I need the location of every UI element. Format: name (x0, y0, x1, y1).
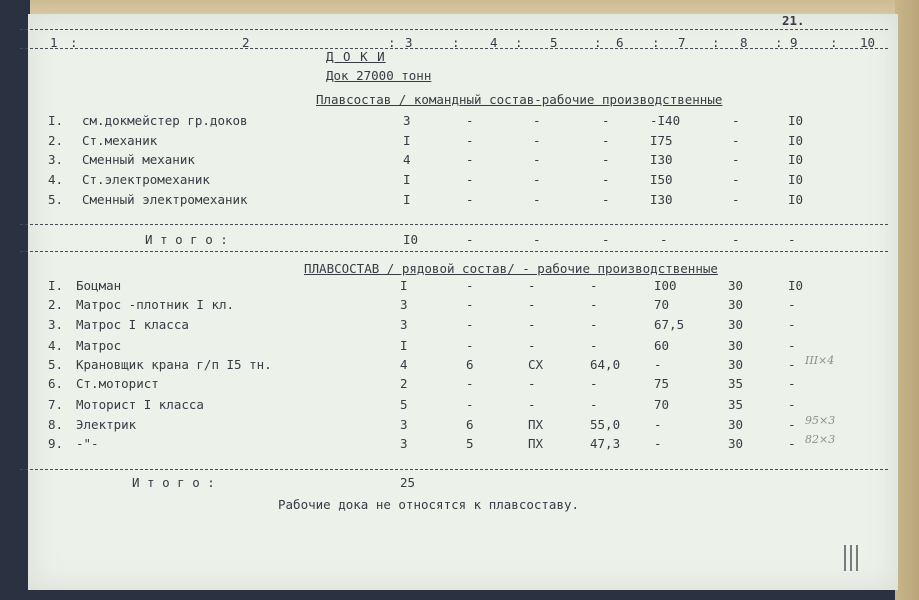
table-cell-c7: -I40 (650, 113, 681, 128)
column-number-header: 6 (616, 35, 624, 50)
table-cell-c9: - (788, 297, 796, 312)
table-cell-c3: 3 (400, 317, 408, 332)
table-cell-c3: 3 (400, 417, 408, 432)
table-cell-n: 2. (48, 133, 64, 148)
table-cell-c8: 30 (728, 297, 744, 312)
table-cell-c7: 60 (654, 338, 670, 353)
table-cell-c4: - (466, 397, 474, 412)
table-cell-name: Ст.моторист (76, 376, 159, 391)
table-cell-c6: - (590, 278, 598, 293)
table-cell-c3: 3 (403, 113, 411, 128)
table-cell-name: Сменный электромеханик (82, 192, 248, 207)
table-cell-name: Сменный механик (82, 152, 195, 167)
table-cell-c6: 64,0 (590, 357, 621, 372)
column-number-header: 2 (242, 35, 250, 50)
total1-cell-c6: - (602, 232, 610, 247)
table-cell-c3: 4 (403, 152, 411, 167)
handwritten-note: III×4 (805, 354, 835, 367)
column-number-header: 10 (860, 35, 876, 50)
table-cell-c6: - (590, 376, 598, 391)
total1-cell-c9: - (788, 232, 796, 247)
table-cell-n: 8. (48, 417, 64, 432)
table-cell-c5: СХ (528, 357, 544, 372)
table-cell-c5: ПХ (528, 417, 544, 432)
table-cell-c5: - (533, 192, 541, 207)
table-cell-c7: I50 (650, 172, 673, 187)
table-cell-n: 9. (48, 436, 64, 451)
table-cell-c7: - (654, 436, 662, 451)
total-label-2: И т о г о : (132, 475, 215, 490)
table-cell-n: I. (48, 278, 64, 293)
table-cell-c9: - (788, 317, 796, 332)
table-cell-c6: 47,3 (590, 436, 621, 451)
table-cell-c5: - (533, 133, 541, 148)
column-number-header: 7 (678, 35, 686, 50)
page-number: 21. (782, 13, 805, 28)
folder-edge-right (895, 0, 919, 600)
table-cell-c7: I30 (650, 192, 673, 207)
table-cell-name: Ст.механик (82, 133, 158, 148)
column-number-header: 4 (490, 35, 498, 50)
table-cell-c9: I0 (788, 172, 804, 187)
table-cell-c4: - (466, 278, 474, 293)
scan-background-left (0, 0, 30, 600)
table-cell-c3: I (400, 338, 408, 353)
column-number-header: : (452, 35, 460, 50)
section-title: Д О К И (326, 49, 386, 64)
table-cell-c5: - (528, 317, 536, 332)
table-cell-c7: I30 (650, 152, 673, 167)
column-number-header: : (515, 35, 523, 50)
table-cell-c5: - (533, 113, 541, 128)
table-cell-c8: - (732, 152, 740, 167)
column-number-header: 3 (405, 35, 413, 50)
table-cell-c9: - (788, 436, 796, 451)
table-cell-c8: 30 (728, 357, 744, 372)
section1-heading: Плавсостав / командный состав-рабочие производственные (316, 92, 723, 107)
table-cell-n: I. (48, 113, 64, 128)
table-cell-n: 7. (48, 397, 64, 412)
table-cell-c3: 3 (400, 436, 408, 451)
table-cell-name: Матрос (76, 338, 122, 353)
column-number-header: : (652, 35, 660, 50)
table-cell-c3: 5 (400, 397, 408, 412)
table-cell-c9: I0 (788, 113, 804, 128)
table-cell-c4: - (466, 376, 474, 391)
total1-cell-c7: - (660, 232, 668, 247)
table-cell-c9: - (788, 417, 796, 432)
table-cell-c9: I0 (788, 278, 804, 293)
table-cell-name: Крановщик крана г/п I5 тн. (76, 357, 272, 372)
column-number-header: : (712, 35, 720, 50)
table-cell-c4: - (466, 152, 474, 167)
section-subtitle: Док 27000 тонн (326, 68, 432, 83)
dashed-rule-section1 (20, 224, 888, 225)
table-cell-c5: - (533, 172, 541, 187)
table-cell-c3: I (403, 133, 411, 148)
total1-cell-c3: I0 (403, 232, 419, 247)
table-cell-c5: - (528, 297, 536, 312)
table-cell-c8: - (732, 133, 740, 148)
table-cell-c3: I (400, 278, 408, 293)
table-cell-c6: - (602, 133, 610, 148)
table-cell-c3: 3 (400, 297, 408, 312)
table-cell-name: Матрос I класса (76, 317, 189, 332)
column-number-header: 9 (790, 35, 798, 50)
table-cell-c8: - (732, 172, 740, 187)
table-cell-c9: - (788, 357, 796, 372)
table-cell-name: Матрос -плотник I кл. (76, 297, 235, 312)
handwritten-note: 95×3 (805, 414, 836, 427)
column-number-header: 1 (50, 35, 58, 50)
table-cell-c7: I00 (654, 278, 677, 293)
table-cell-c7: 75 (654, 376, 670, 391)
table-cell-c4: - (466, 133, 474, 148)
table-cell-c6: 55,0 (590, 417, 621, 432)
dashed-rule-top (20, 29, 888, 30)
total2-value: 25 (400, 475, 416, 490)
column-number-header: 5 (550, 35, 558, 50)
table-cell-c8: - (732, 113, 740, 128)
total1-cell-c4: - (466, 232, 474, 247)
total1-cell-c8: - (732, 232, 740, 247)
table-cell-n: 2. (48, 297, 64, 312)
table-cell-n: 3. (48, 317, 64, 332)
footnote: Рабочие дока не относятся к плавсоставу. (278, 497, 580, 512)
table-cell-c6: - (590, 338, 598, 353)
column-number-header: 8 (740, 35, 748, 50)
table-cell-c4: 6 (466, 357, 474, 372)
table-cell-c6: - (602, 113, 610, 128)
total1-cell-c5: - (533, 232, 541, 247)
table-cell-c5: - (533, 152, 541, 167)
table-cell-name: см.докмейстер гр.доков (82, 113, 248, 128)
table-cell-c9: I0 (788, 192, 804, 207)
table-cell-c9: I0 (788, 133, 804, 148)
table-cell-c5: - (528, 397, 536, 412)
total-label-1: И т о г о : (145, 232, 228, 247)
table-cell-c4: 6 (466, 417, 474, 432)
dashed-rule-section2 (20, 469, 888, 470)
table-cell-c4: - (466, 172, 474, 187)
table-cell-c7: 70 (654, 297, 670, 312)
table-cell-c8: 35 (728, 397, 744, 412)
table-cell-name: Ст.электромеханик (82, 172, 210, 187)
table-cell-c7: 67,5 (654, 317, 685, 332)
table-cell-c5: - (528, 278, 536, 293)
table-cell-c4: - (466, 297, 474, 312)
table-cell-n: 6. (48, 376, 64, 391)
table-cell-c9: - (788, 376, 796, 391)
column-number-header: : (388, 35, 396, 50)
table-cell-n: 5. (48, 357, 64, 372)
table-cell-c6: - (602, 192, 610, 207)
table-cell-name: -"- (76, 436, 99, 451)
table-cell-c7: I75 (650, 133, 673, 148)
table-cell-c4: - (466, 338, 474, 353)
table-cell-c7: - (654, 357, 662, 372)
dashed-rule-header (20, 48, 888, 49)
archive-mark (842, 541, 864, 571)
table-cell-n: 4. (48, 338, 64, 353)
table-cell-c6: - (602, 152, 610, 167)
table-cell-c3: I (403, 172, 411, 187)
table-cell-c5: ПХ (528, 436, 544, 451)
table-cell-n: 5. (48, 192, 64, 207)
table-cell-c8: 35 (728, 376, 744, 391)
table-cell-c6: - (590, 397, 598, 412)
table-cell-c6: - (590, 297, 598, 312)
table-cell-name: Боцман (76, 278, 122, 293)
column-number-header: : (775, 35, 783, 50)
column-number-header: : (830, 35, 838, 50)
table-cell-c8: 30 (728, 278, 744, 293)
table-cell-c5: - (528, 376, 536, 391)
table-cell-c3: I (403, 192, 411, 207)
table-cell-c8: 30 (728, 317, 744, 332)
table-cell-c5: - (528, 338, 536, 353)
table-cell-c8: 30 (728, 436, 744, 451)
table-cell-name: Электрик (76, 417, 137, 432)
table-cell-c3: 4 (400, 357, 408, 372)
column-number-header: : (594, 35, 602, 50)
table-cell-c4: - (466, 317, 474, 332)
table-cell-c6: - (602, 172, 610, 187)
column-number-header: : (70, 35, 78, 50)
table-cell-c9: I0 (788, 152, 804, 167)
table-cell-c9: - (788, 338, 796, 353)
section2-heading: ПЛАВСОСТАВ / рядовой состав/ - рабочие производственные (304, 261, 718, 276)
table-cell-c4: - (466, 192, 474, 207)
table-cell-c7: - (654, 417, 662, 432)
table-cell-c8: 30 (728, 417, 744, 432)
table-cell-name: Моторист I класса (76, 397, 204, 412)
table-cell-c7: 70 (654, 397, 670, 412)
dashed-rule-total1 (20, 251, 888, 252)
table-cell-n: 3. (48, 152, 64, 167)
table-cell-n: 4. (48, 172, 64, 187)
table-cell-c8: - (732, 192, 740, 207)
handwritten-note: 82×3 (805, 433, 836, 446)
table-cell-c4: 5 (466, 436, 474, 451)
table-cell-c9: - (788, 397, 796, 412)
table-cell-c4: - (466, 113, 474, 128)
table-cell-c8: 30 (728, 338, 744, 353)
table-cell-c6: - (590, 317, 598, 332)
table-cell-c3: 2 (400, 376, 408, 391)
